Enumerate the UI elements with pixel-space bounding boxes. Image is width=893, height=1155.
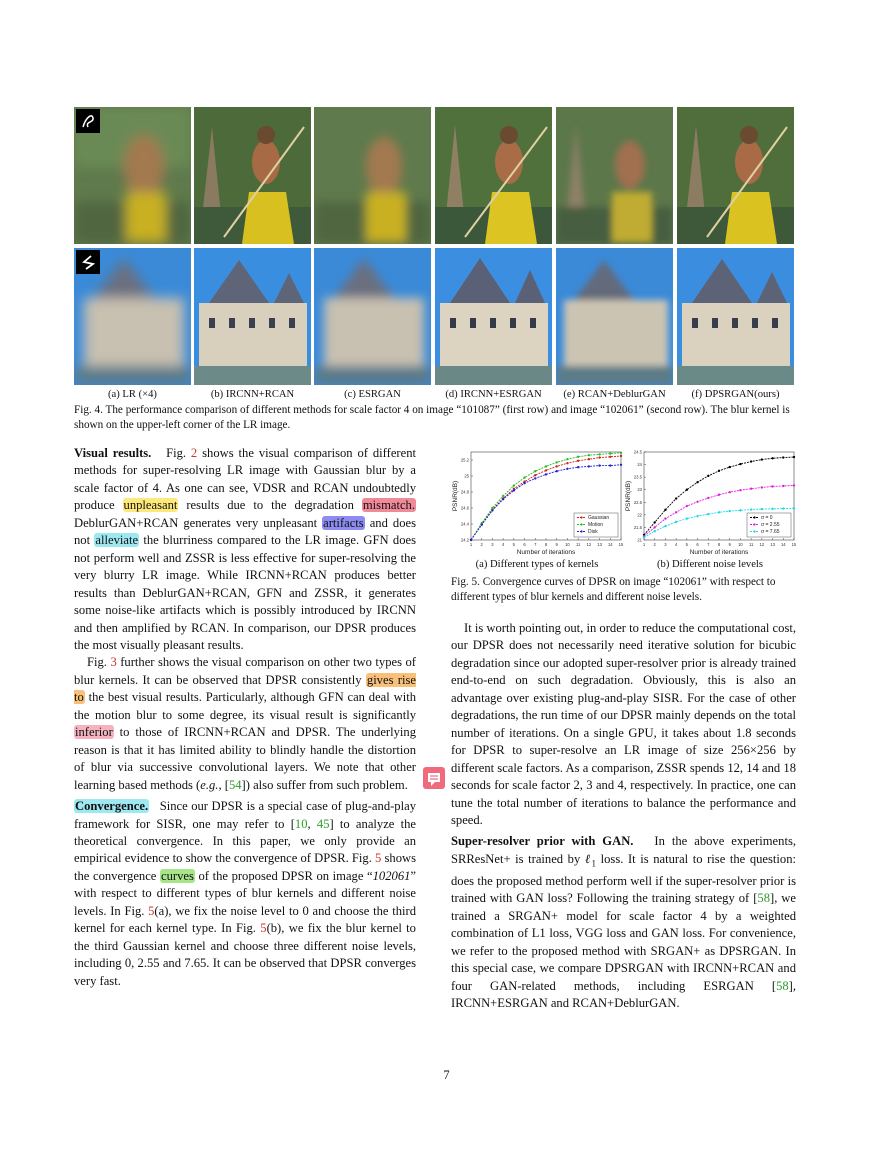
y-tick-label: 22.5 (633, 499, 642, 505)
legend-label: Disk (588, 529, 598, 535)
data-point (782, 456, 784, 458)
data-point (566, 458, 568, 460)
y-tick-label: 21 (637, 537, 642, 543)
x-tick-label: 11 (748, 542, 754, 547)
data-point (598, 453, 600, 455)
legend-label: Gaussian (588, 515, 610, 521)
x-tick-label: 6 (523, 542, 526, 547)
image-ircnn-rcan-row1 (194, 107, 311, 244)
right-column (451, 620, 796, 1012)
data-point (577, 460, 579, 462)
x-tick-label: 8 (544, 542, 548, 547)
data-point (664, 509, 666, 511)
subcaption-b: (b) IRCNN+RCAN (210, 389, 295, 400)
data-point (577, 466, 579, 468)
chart-noise-levels (624, 446, 796, 558)
x-tick-label: 12 (759, 542, 765, 547)
data-point (654, 530, 656, 532)
figure-5-caption: Fig. 5. Convergence curves of DPSR on image “102061” with respect to different types of blur kernels and different noise levels. (451, 576, 776, 603)
x-axis-label: Number of iterations (689, 549, 749, 556)
data-point (707, 475, 709, 477)
x-tick-label: 7 (707, 542, 710, 547)
x-axis-label: Number of iterations (516, 549, 576, 556)
x-tick-label: 2 (480, 542, 483, 547)
image-ircnn-esrgan-row2 (435, 248, 552, 385)
data-point (481, 524, 483, 526)
y-tick-label: 21.5 (633, 524, 642, 530)
data-point (609, 456, 611, 458)
image-ircnn-rcan-row2 (194, 248, 311, 385)
data-point (566, 462, 568, 464)
x-tick-label: 13 (597, 542, 602, 547)
data-point (609, 452, 611, 454)
data-point (545, 473, 547, 475)
y-tick-label: 25.2 (460, 457, 469, 463)
highlight-curves[interactable]: curves (161, 868, 194, 883)
figure-4 (0, 0, 893, 440)
y-tick-label: 24.2 (460, 537, 469, 543)
y-tick-label: 25 (464, 473, 469, 479)
x-tick-label: 1 (642, 542, 646, 547)
paragraph-visual-results: Visual results. Fig. 2 shows the visual comparison of different methods for super-resolving LR image with Gaussian blur by a scale factor of 4. As one can see, VDSR and RCAN undoubtedly produce unpleasant results due to the degradation mismatch. DeblurGAN+RCAN generates very unpleasant artifacts and does not alleviate the blurriness compared to the LR image. GFN does not perform well and ZSSR is less effective for super-resolving the very blurry LR image. While IRCNN+RCAN produces better results than DeblurGAN+RCAN, GFN and ZSSR, it generates some noise-like artifacts which is possibly introduced by IRCNN and then amplified by RCAN. In comparison, our DPSR produces the most visually pleasant results. (74, 446, 416, 652)
data-point (675, 497, 677, 499)
legend-marker (580, 530, 582, 532)
x-tick-label: 4 (501, 542, 505, 547)
y-tick-label: 22 (637, 512, 642, 518)
data-point (654, 521, 656, 523)
highlight-mismatch[interactable]: mismatch. (362, 498, 415, 513)
highlight-inferior[interactable]: inferior (75, 725, 113, 740)
data-point (771, 457, 773, 459)
x-tick-label: 13 (770, 542, 775, 547)
data-point (523, 476, 525, 478)
data-point (654, 526, 656, 528)
data-point (556, 470, 558, 472)
y-tick-label: 24.5 (633, 449, 642, 455)
data-point (643, 536, 645, 538)
data-point (588, 454, 590, 456)
figure-4-caption: Fig. 4. The performance comparison of different methods for scale factor 4 on image “101087” (first row) and image “102061” (second row). The blur kernel is shown on the upper-left corner of the LR image. (74, 404, 790, 431)
legend-marker (753, 530, 755, 532)
data-point (566, 468, 568, 470)
legend-marker (753, 516, 755, 518)
page-number: 7 (443, 1068, 450, 1082)
x-tick-label: 5 (685, 542, 689, 547)
blur-kernel-icon (76, 250, 100, 274)
highlight-artifacts[interactable]: artifacts (323, 515, 364, 530)
data-point (696, 515, 698, 517)
legend-marker (753, 523, 755, 525)
image-dpsrgan-row2 (677, 248, 794, 385)
data-point (577, 456, 579, 458)
highlight-unpleasant[interactable]: unpleasant (123, 498, 178, 513)
data-point (718, 470, 720, 472)
legend-label: σ = 7.65 (761, 529, 780, 535)
y-tick-label: 24.8 (460, 489, 469, 495)
data-point (686, 505, 688, 507)
data-point (771, 485, 773, 487)
data-point (598, 464, 600, 466)
x-tick-label: 2 (653, 542, 656, 547)
data-point (609, 464, 611, 466)
comment-note-icon[interactable] (423, 767, 445, 789)
x-tick-label: 11 (575, 542, 581, 547)
data-point (793, 484, 795, 486)
legend-label: σ = 0 (761, 515, 773, 521)
data-point (588, 458, 590, 460)
y-tick-label: 24.6 (460, 505, 469, 511)
legend-marker (580, 523, 582, 525)
data-point (664, 517, 666, 519)
data-point (707, 497, 709, 499)
data-point (750, 460, 752, 462)
data-point (696, 501, 698, 503)
data-point (739, 489, 741, 491)
subcaption-f: (f) DPSRGAN(ours) (691, 389, 780, 400)
x-tick-label: 8 (717, 542, 721, 547)
x-tick-label: 6 (696, 542, 699, 547)
data-point (664, 525, 666, 527)
paragraph-gan-prior: Super-resolver prior with GAN. In the above experiments, SRResNet+ is trained by ℓ$_1$ loss. It is natural to rise the question: does the proposed method perform well if the super-resolver prior is trained with GAN loss? Following the training strategy of [58], we trained a SRGAN+ model for scale factor 4 by a weighted combination of L1 loss, VGG loss and GAN loss. For convenience, we refer to the proposed method with SRGAN+ as DPSRGAN. In this special case, we compare DPSRGAN with IRCNN+RCAN and four GAN-related methods, including ESRGAN [58], IRCNN+ESRGAN and RCAN+DeblurGAN. (451, 834, 797, 1011)
image-ircnn-esrgan-row1 (435, 107, 552, 244)
left-column (74, 445, 416, 990)
paragraph-computational-cost: It is worth pointing out, in order to reduce the computational cost, our DPSR does not necessarily need iterative solution for bicubic degradation since our adopted super-resolver prior is already trained end-to-end on such degradation. Obviously, this is also an advantage over existing plug-and-play SISR. For the case of other degradations, the run time of our DPSR mainly depends on the total number of iterations. On a single GPU, it takes about 1.8 seconds for DPSR to super-resolve an LR image of size 256×256 by different scale factors. As a comparison, ZSSR spends 12, 14 and 18 seconds for scale factor 2, 3 and 4, respectively. In practice, one can tune the total number of iterations to balance the performance and speed. (451, 621, 796, 827)
data-point (502, 495, 504, 497)
data-point (686, 517, 688, 519)
paragraph-fig3: Fig. 3 further shows the visual comparison on other two types of blur kernels. It can be observed that DPSR consistently gives rise to the best visual results. Particularly, although GFN can deal with the motion blur to some degree, its visual result is significantly inferior to those of IRCNN+RCAN and DPSR. The underlying reason is that it has limited ability to blindly handle the distortion of blur via successive convolutional layers. We note that other learning based methods (e.g., [54]) also suffer from such problem. (74, 655, 416, 792)
x-tick-label: 10 (565, 542, 570, 547)
y-tick-label: 24 (637, 462, 642, 468)
data-point (534, 474, 536, 476)
highlight-convergence[interactable]: Convergence. (75, 799, 149, 814)
data-point (718, 511, 720, 513)
data-point (545, 469, 547, 471)
data-point (750, 488, 752, 490)
image-rcan-deblurgan-row2 (556, 248, 673, 385)
x-tick-label: 9 (728, 542, 731, 547)
y-tick-label: 24.4 (460, 521, 469, 527)
data-point (470, 539, 472, 541)
data-point (502, 498, 504, 500)
subcaption-a: (a) LR (×4) (108, 389, 157, 400)
x-tick-label: 7 (534, 542, 537, 547)
image-lr-row2 (74, 248, 191, 385)
image-esrgan-row2 (314, 248, 431, 385)
x-tick-label: 14 (780, 542, 786, 547)
subcaption-c: (c) ESRGAN (344, 389, 401, 400)
data-point (729, 466, 731, 468)
data-point (675, 511, 677, 513)
figure-5-subcaption-a: (a) Different types of kernels (475, 559, 599, 570)
data-point (718, 494, 720, 496)
chart-kernels (451, 446, 623, 558)
y-tick-label: 23 (637, 487, 642, 493)
data-point (739, 509, 741, 511)
data-point (739, 463, 741, 465)
data-point (545, 465, 547, 467)
data-point (523, 482, 525, 484)
data-point (793, 507, 795, 509)
data-point (761, 458, 763, 460)
data-point (793, 456, 795, 458)
data-point (620, 455, 622, 457)
legend-label: Motion (588, 522, 604, 528)
data-point (556, 461, 558, 463)
x-tick-label: 4 (674, 542, 678, 547)
data-point (513, 489, 515, 491)
data-point (686, 489, 688, 491)
data-point (620, 452, 622, 454)
data-point (598, 456, 600, 458)
data-point (491, 509, 493, 511)
legend-marker (580, 516, 582, 518)
data-point (782, 485, 784, 487)
data-point (513, 484, 515, 486)
y-axis-label: PSNR(dB) (625, 480, 632, 512)
image-lr-row1 (74, 107, 191, 244)
x-tick-label: 1 (469, 542, 473, 547)
subcaption-d: (d) IRCNN+ESRGAN (445, 389, 542, 400)
data-point (696, 481, 698, 483)
x-tick-label: 12 (586, 542, 592, 547)
blur-kernel-icon (76, 109, 100, 133)
data-point (782, 507, 784, 509)
x-tick-label: 3 (664, 542, 667, 547)
legend-label: σ = 2.55 (761, 522, 780, 528)
x-tick-label: 3 (491, 542, 494, 547)
data-point (534, 470, 536, 472)
data-point (729, 491, 731, 493)
data-point (491, 507, 493, 509)
x-tick-label: 5 (512, 542, 516, 547)
data-point (620, 464, 622, 466)
x-tick-label: 15 (791, 542, 796, 547)
image-dpsrgan-row1 (677, 107, 794, 244)
data-point (588, 465, 590, 467)
data-point (707, 513, 709, 515)
subcaption-e: (e) RCAN+DeblurGAN (563, 389, 666, 400)
data-point (750, 508, 752, 510)
x-tick-label: 9 (555, 542, 558, 547)
image-rcan-deblurgan-row1 (556, 107, 673, 244)
figure-5-subcaption-b: (b) Different noise levels (657, 559, 763, 570)
data-point (761, 508, 763, 510)
y-axis-label: PSNR(dB) (452, 480, 459, 512)
x-tick-label: 15 (618, 542, 623, 547)
data-point (556, 465, 558, 467)
data-point (534, 477, 536, 479)
highlight-alleviate[interactable]: alleviate (95, 533, 139, 548)
data-point (729, 510, 731, 512)
x-tick-label: 10 (738, 542, 743, 547)
highlight-gives-rise-to[interactable]: gives rise to (74, 672, 416, 705)
data-point (761, 486, 763, 488)
x-tick-label: 14 (607, 542, 613, 547)
y-tick-label: 23.5 (633, 474, 642, 480)
data-point (675, 521, 677, 523)
paragraph-convergence: Convergence. Since our DPSR is a special case of plug-and-play framework for SISR, one may refer to [10, 45] to analyze the theoretical convergence. In this paper, we only provide an empirical evidence to show the convergence of DPSR. Fig. 5 shows the convergence curves of the proposed DPSR on image “102061” with respect to different types of blur kernels and different noise levels. In Fig. 5(a), we fix the noise level to 0 and choose the third kernel for each kernel type. In Fig. 5(b), we fix the blur kernel to the third Gaussian kernel and choose three different noise levels, including 0, 2.55 and 7.65. It can be observed that DPSR converges very fast. (74, 799, 416, 988)
data-point (771, 508, 773, 510)
image-esrgan-row1 (314, 107, 431, 244)
